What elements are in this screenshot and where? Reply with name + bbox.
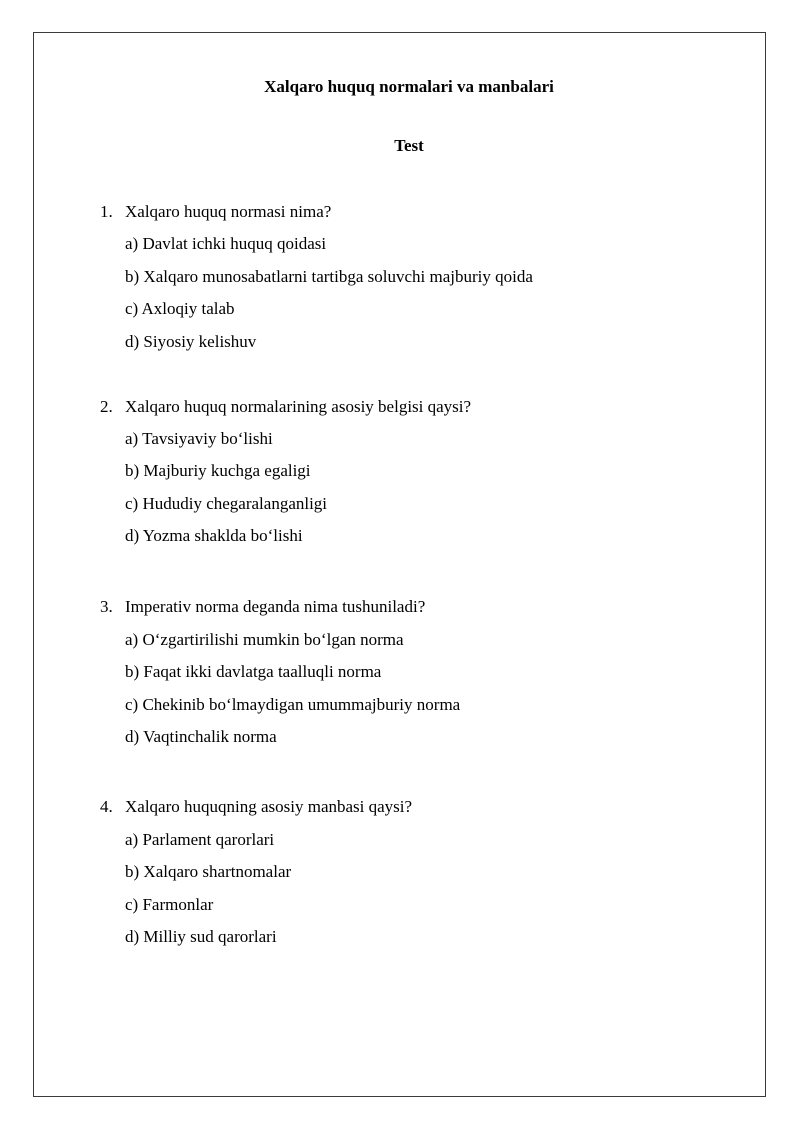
answer-option: d) Siyosiy kelishuv: [125, 332, 257, 351]
answer-option: b) Xalqaro munosabatlarni tartibga soluvchi majburiy qoida: [125, 267, 533, 286]
question-text: Xalqaro huquq normasi nima?: [125, 202, 332, 221]
question-number: 3.: [100, 597, 113, 616]
document-subtitle: Test: [394, 136, 424, 155]
answer-option: c) Chekinib bo‘lmaydigan umummajburiy norma: [125, 695, 461, 714]
answer-option: b) Xalqaro shartnomalar: [125, 862, 292, 881]
answer-option: d) Vaqtinchalik norma: [125, 727, 277, 746]
answer-option: a) O‘zgartirilishi mumkin bo‘lgan norma: [125, 630, 404, 649]
answer-option: b) Majburiy kuchga egaligi: [125, 461, 311, 480]
answer-option: d) Milliy sud qarorlari: [125, 927, 277, 946]
answer-option: c) Farmonlar: [125, 895, 214, 914]
answer-option: a) Tavsiyaviy bo‘lishi: [125, 429, 273, 448]
question-number: 1.: [100, 202, 113, 221]
question-text: Imperativ norma deganda nima tushuniladi?: [125, 597, 426, 616]
answer-option: a) Davlat ichki huquq qoidasi: [125, 234, 327, 253]
question-number: 4.: [100, 797, 113, 816]
answer-option: c) Axloqiy talab: [125, 299, 235, 318]
answer-option: c) Hududiy chegaralanganligi: [125, 494, 328, 513]
answer-option: b) Faqat ikki davlatga taalluqli norma: [125, 662, 382, 681]
answer-option: d) Yozma shaklda bo‘lishi: [125, 526, 303, 545]
document-title: Xalqaro huquq normalari va manbalari: [264, 77, 554, 96]
question-text: Xalqaro huquqning asosiy manbasi qaysi?: [125, 797, 413, 816]
question-number: 2.: [100, 397, 113, 416]
question-text: Xalqaro huquq normalarining asosiy belgisi qaysi?: [125, 397, 472, 416]
answer-option: a) Parlament qarorlari: [125, 830, 275, 849]
